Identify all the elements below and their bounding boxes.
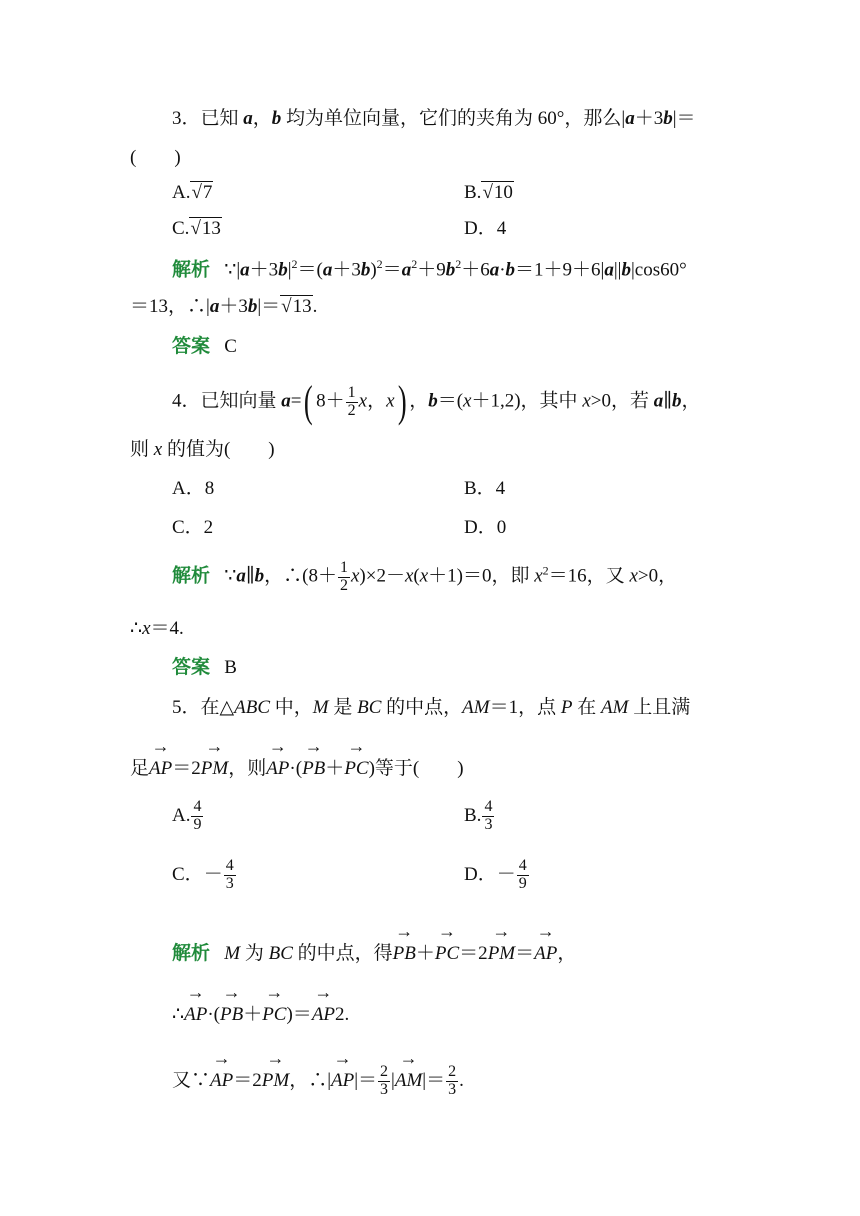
q5-analysis-line2: ∴→ AP·(→ PB＋→ PC)＝→ AP2. [172, 1004, 349, 1027]
q5-option-a: A. $\frac{4}{9}$ [172, 798, 202, 833]
q4-stem-line2: 则 x 的值为( ) [130, 439, 275, 460]
fraction: $\frac{1}{2}$ [347, 383, 356, 419]
q4-option-a: A．8 [172, 478, 215, 499]
q3-option-a: A.√ 7 [172, 182, 213, 205]
q3-option-d: D．4 [464, 218, 507, 239]
answer-label: 答案 [172, 336, 211, 357]
analysis-label: 解析 [172, 259, 211, 281]
q4-answer: 答案 B [172, 657, 237, 678]
q4-stem: 4．已知向量 a=( 8＋ $\frac{1}{2}$ x，x) ，b＝(x＋1,2)，其中 x>0，若 a∥b， [172, 377, 701, 426]
q5-option-d: D．－ $\frac{4}{9}$ [464, 857, 527, 892]
q3-blank: ( ) [130, 147, 181, 168]
q3-option-b: B.√ 10 [464, 182, 514, 205]
q5-option-b: B. $\frac{4}{3}$ [464, 798, 493, 833]
q5-stem: 5．在△ABC 中，M 是 BC 的中点，AM＝1，点 P 在 AM 上且满 [172, 697, 691, 718]
q5-stem-line2: 足→ AP＝2→ PM，则→ AP·(→ PB＋→ PC)等于( ) [130, 758, 464, 781]
q4-option-d: D．0 [464, 517, 507, 538]
q3-analysis-line1: 解析 $\because|a+3b|^2=(a+3b)^2=a^2+9b^2+6a\cdot b=1+9+6|a||b|\cos 60^\circ$ [172, 257, 687, 281]
q4-analysis-line1: 解析 ∵a∥b，∴(8＋ $\frac{1}{2}$ x)×2－x(x＋1)＝0，即 $x^2=16$，又 x>0， [172, 559, 678, 594]
q3-analysis-line2: ＝13，∴|a＋3b|＝√ 13. [130, 296, 317, 319]
q3-answer: 答案 C [172, 336, 237, 357]
q5-analysis-line1: 解析 M 为 BC 的中点，得→ PB＋→ PC＝2→ PM＝→ AP， [172, 943, 576, 966]
q3-stem: 3．已知 a，b 均为单位向量，它们的夹角为 60°，那么|a＋3b|＝ [172, 108, 696, 129]
q4-analysis-line2: ∴x＝4. [130, 618, 184, 639]
q5-analysis-line3: 又∵→ AP＝2→ PM，∴|→ AP|＝ $\frac{2}{3}$ |→ AM|＝ $\frac{2}{3}$ . [172, 1064, 464, 1099]
q3-option-c: C.√ 13 [172, 218, 222, 241]
q5-option-c: C．－ $\frac{4}{3}$ [172, 857, 234, 892]
q4-option-b: B．4 [464, 478, 506, 499]
q4-option-c: C．2 [172, 517, 214, 538]
